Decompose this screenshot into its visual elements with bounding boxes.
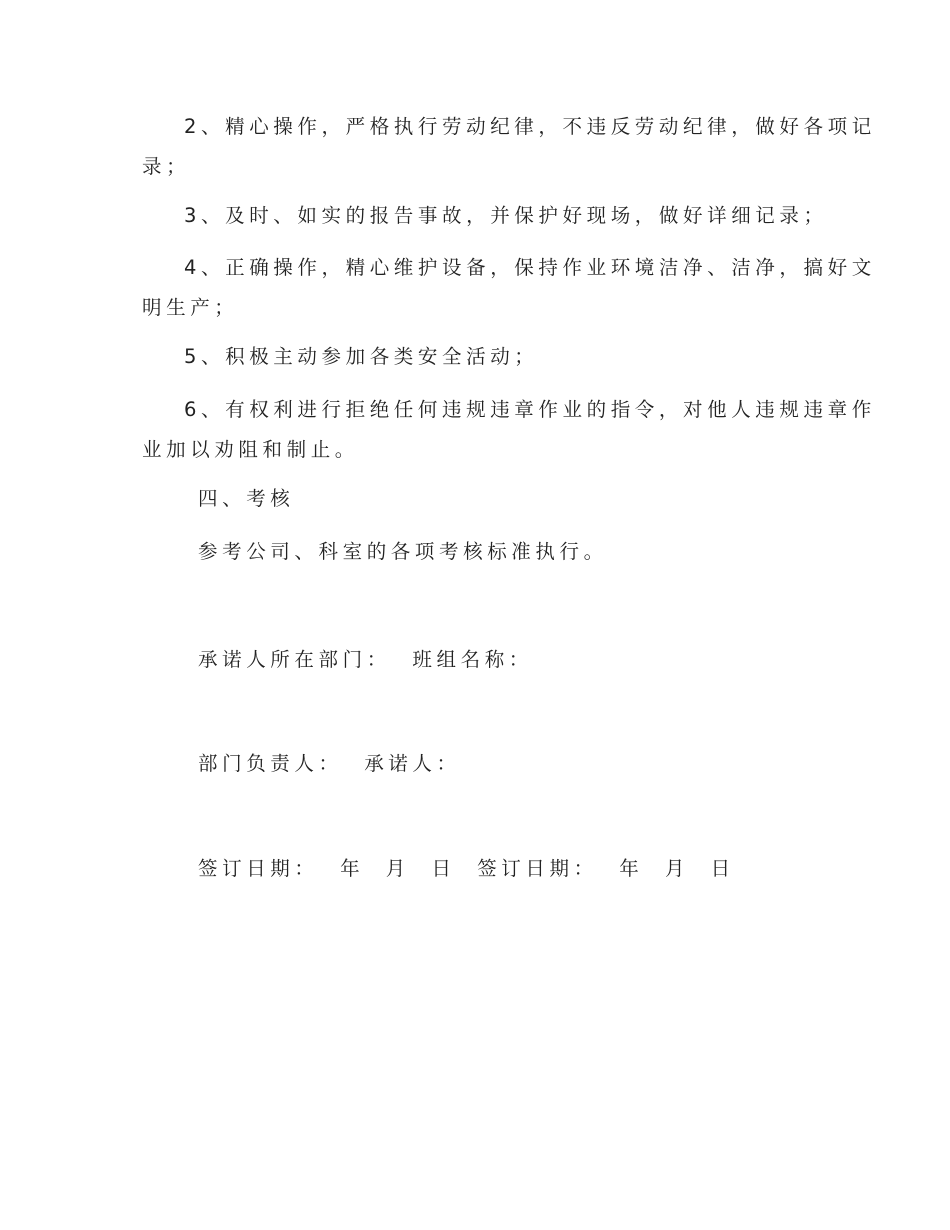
item-6-line-2: 业加以劝阻和制止。 xyxy=(142,438,359,461)
item-6-line-1: 6、有权利进行拒绝任何违规违章作业的指令，对他人违规违章作 xyxy=(184,398,876,421)
item-4-line-1: 4、正确操作，精心维护设备，保持作业环境洁净、洁净，搞好文 xyxy=(184,256,876,279)
item-5-line-1: 5、积极主动参加各类安全活动； xyxy=(184,345,539,368)
item-3 xyxy=(142,196,828,236)
item-2-line-2: 录； xyxy=(142,155,191,178)
item-4-line-2: 明生产； xyxy=(142,296,239,319)
item-4 xyxy=(142,248,876,328)
item-2 xyxy=(142,107,876,187)
item-3-line-1: 3、及时、如实的报告事故，并保护好现场，做好详细记录； xyxy=(184,204,828,227)
section-body: 参考公司、科室的各项考核标准执行。 xyxy=(198,540,608,563)
section-heading: 四、考核 xyxy=(198,487,295,510)
date-line: 签订日期： 年 月 日 签订日期： 年 月 日 xyxy=(198,857,735,880)
department-line: 承诺人所在部门： 班组名称： xyxy=(198,648,533,671)
leader-line: 部门负责人： 承诺人： xyxy=(198,752,461,775)
item-2-line-1: 2、精心操作，严格执行劳动纪律，不违反劳动纪律，做好各项记 xyxy=(184,115,876,138)
item-6 xyxy=(142,390,876,470)
item-5 xyxy=(142,337,807,377)
